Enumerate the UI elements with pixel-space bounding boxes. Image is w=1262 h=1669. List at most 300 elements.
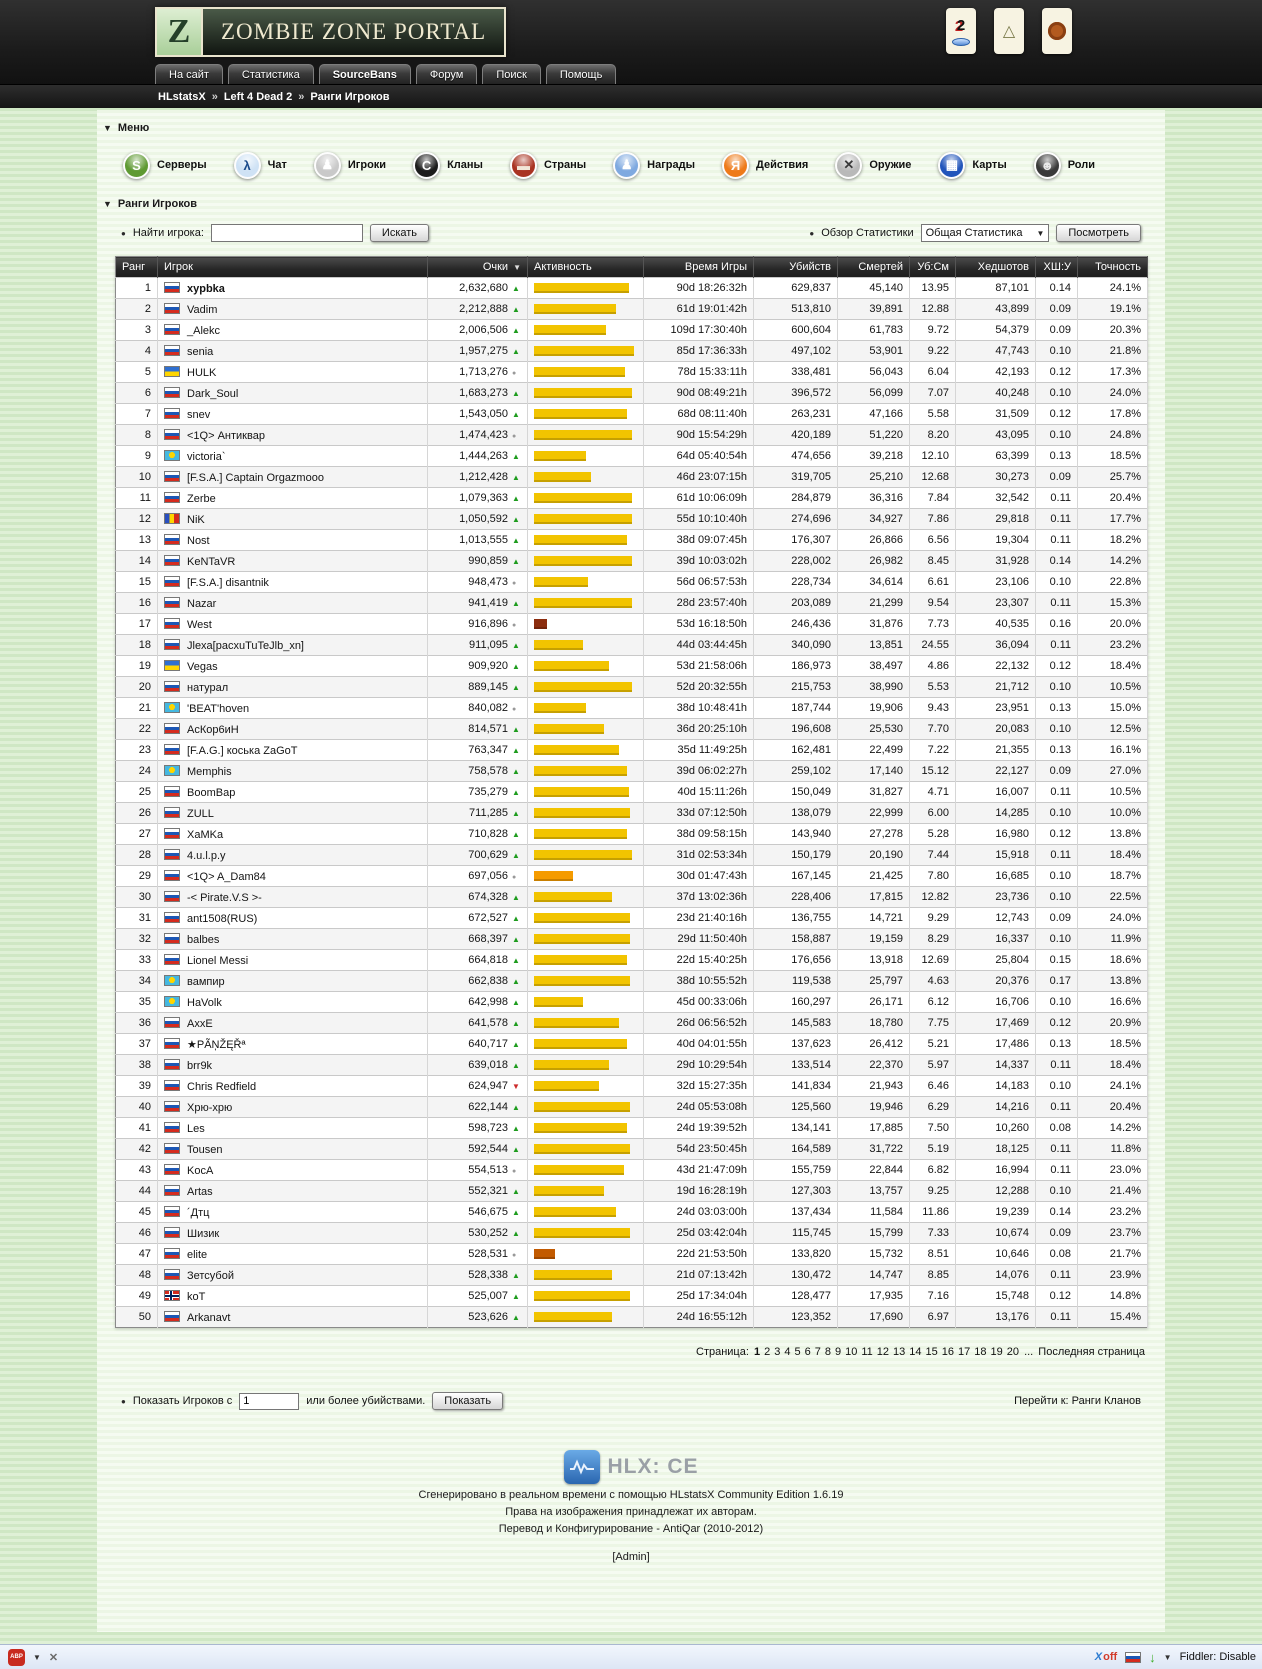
hs-ratio-cell: 0.10	[1036, 383, 1078, 404]
page-link-7[interactable]: 7	[814, 1346, 821, 1358]
nav-tabs	[155, 64, 616, 84]
column-header-0[interactable]: Ранг	[116, 257, 158, 278]
kd-ratio-cell: 7.80	[910, 866, 956, 887]
player-name-link[interactable]: [F.S.A.] disantnik	[187, 576, 269, 589]
player-name-link[interactable]: Lionel Messi	[187, 954, 249, 967]
chevron-down-icon[interactable]: ▼	[33, 1652, 41, 1662]
player-name-link[interactable]: <1Q> Антиквар	[187, 429, 265, 442]
hs-ratio-cell: 0.11	[1036, 635, 1078, 656]
player-name-link[interactable]: -< Pirate.V.S >-	[187, 891, 262, 904]
accuracy-cell: 24.1%	[1078, 278, 1148, 299]
points-cell	[428, 1286, 528, 1307]
player-name-link[interactable]: West	[187, 618, 212, 631]
menu-item-награды[interactable]	[613, 152, 695, 179]
points-value: 668,397	[468, 933, 508, 945]
table-row	[116, 824, 1148, 845]
rank-cell: 48	[116, 1265, 158, 1286]
page-link-13[interactable]: 13	[893, 1346, 906, 1358]
points-cell	[428, 761, 528, 782]
hs-ratio-cell: 0.12	[1036, 362, 1078, 383]
hlx-logo[interactable]	[564, 1450, 699, 1484]
time-cell: 55d 10:10:40h	[644, 509, 754, 530]
rank-cell: 50	[116, 1307, 158, 1328]
player-cell	[158, 1307, 428, 1328]
player-name-link[interactable]: Tousen	[187, 1143, 223, 1156]
flag-ru-icon	[164, 576, 180, 587]
points-cell	[428, 1013, 528, 1034]
show-button[interactable]: Показать	[432, 1392, 503, 1410]
deaths-cell: 17,885	[838, 1118, 910, 1139]
player-cell	[158, 782, 428, 803]
activity-cell	[528, 1034, 644, 1055]
player-name-link[interactable]: [F.S.A.] Captain Orgazmooo	[187, 471, 324, 484]
player-name-link[interactable]: elite	[187, 1248, 208, 1261]
flag-ua-icon	[164, 660, 180, 671]
table-row	[116, 530, 1148, 551]
kills-filter	[121, 1392, 503, 1410]
kills-cell: 196,608	[754, 719, 838, 740]
menu-item-label: Оружие	[869, 159, 912, 171]
page-link-6[interactable]: 6	[804, 1346, 811, 1358]
menu-item-страны[interactable]	[510, 152, 586, 179]
table-row	[116, 1160, 1148, 1181]
player-name-link[interactable]: вампир	[187, 975, 225, 988]
accuracy-cell: 15.4%	[1078, 1307, 1148, 1328]
points-value: 640,717	[468, 1038, 508, 1050]
kd-ratio-cell: 5.28	[910, 824, 956, 845]
player-name-link[interactable]: Хрю-хрю	[187, 1101, 233, 1114]
kills-cell: 340,090	[754, 635, 838, 656]
rank-cell: 37	[116, 1034, 158, 1055]
headshots-cell: 20,376	[956, 971, 1036, 992]
deaths-cell: 22,844	[838, 1160, 910, 1181]
points-value: 662,838	[468, 975, 508, 987]
points-value: 622,144	[468, 1101, 508, 1113]
points-cell	[428, 1307, 528, 1328]
points-value: 2,006,506	[459, 324, 508, 336]
player-name-link[interactable]: brr9k	[187, 1059, 213, 1072]
activity-bar	[534, 619, 547, 629]
points-cell	[428, 677, 528, 698]
clan-ranks-link[interactable]: Ранги Кланов	[1071, 1395, 1141, 1407]
hs-ratio-cell: 0.15	[1036, 950, 1078, 971]
flag-ru-icon	[164, 1101, 180, 1112]
rank-cell: 42	[116, 1139, 158, 1160]
flag-ru-icon	[164, 429, 180, 440]
page-link-20[interactable]: 20	[1006, 1346, 1020, 1358]
breadcrumb-item[interactable]: HLstatsX	[158, 90, 206, 103]
player-name-link[interactable]: Nazar	[187, 597, 217, 610]
player-cell	[158, 551, 428, 572]
rank-cell: 25	[116, 782, 158, 803]
hs-ratio-cell: 0.11	[1036, 845, 1078, 866]
player-name-link[interactable]: snev	[187, 408, 211, 421]
points-value: 916,896	[468, 618, 508, 630]
accuracy-cell: 27.0%	[1078, 761, 1148, 782]
page-link-9[interactable]: 9	[834, 1346, 842, 1358]
points-trend-up-icon: ▲	[512, 683, 520, 692]
points-trend-up-icon: ▲	[512, 1040, 520, 1049]
time-cell: 25d 03:42:04h	[644, 1223, 754, 1244]
menu-section-header[interactable]	[97, 122, 1165, 134]
points-value: 697,056	[468, 870, 508, 882]
player-name-link[interactable]: 'BEAT'hoven	[187, 702, 250, 715]
player-cell	[158, 656, 428, 677]
rank-cell: 2	[116, 299, 158, 320]
player-search-input[interactable]	[211, 224, 363, 242]
points-cell	[428, 1160, 528, 1181]
player-cell	[158, 1181, 428, 1202]
time-cell: 24d 19:39:52h	[644, 1118, 754, 1139]
player-name-link[interactable]: ´Дтц	[187, 1206, 210, 1219]
player-name-link[interactable]: HaVolk	[187, 996, 222, 1009]
fiddler-status[interactable]: Fiddler: Disable	[1179, 1651, 1256, 1663]
stats-overview-selected: Общая Статистика	[925, 227, 1023, 239]
activity-cell	[528, 488, 644, 509]
rank-cell: 3	[116, 320, 158, 341]
player-name-link[interactable]: victoria`	[187, 450, 226, 463]
kills-cell: 127,303	[754, 1181, 838, 1202]
column-header-6[interactable]: Смертей	[838, 257, 910, 278]
nav-tab-помощь[interactable]: Помощь	[546, 64, 617, 84]
points-value: 546,675	[468, 1206, 508, 1218]
menu-item-чат[interactable]	[234, 152, 287, 179]
activity-cell	[528, 1097, 644, 1118]
points-trend-up-icon: ▲	[512, 1187, 520, 1196]
page-link-8[interactable]: 8	[824, 1346, 831, 1358]
rank-cell: 32	[116, 929, 158, 950]
last-page-link[interactable]: Последняя страница	[1038, 1346, 1145, 1358]
nav-tab-на-сайт[interactable]: На сайт	[155, 64, 223, 84]
page-link-16[interactable]: 16	[941, 1346, 955, 1358]
menu-item-карты[interactable]	[938, 152, 1006, 179]
accuracy-cell: 23.9%	[1078, 1265, 1148, 1286]
column-header-7[interactable]: Уб:См	[910, 257, 956, 278]
search-button[interactable]: Искать	[370, 224, 429, 242]
activity-bar	[534, 325, 606, 335]
bullet-icon: ●	[121, 228, 126, 238]
роли-icon: ☻	[1034, 152, 1061, 179]
accuracy-cell: 25.7%	[1078, 467, 1148, 488]
points-value: 674,328	[468, 891, 508, 903]
rank-cell: 16	[116, 593, 158, 614]
headshots-cell: 25,804	[956, 950, 1036, 971]
table-row	[116, 1181, 1148, 1202]
column-header-5[interactable]: Убийств	[754, 257, 838, 278]
hs-ratio-cell: 0.12	[1036, 404, 1078, 425]
flag-ru-icon	[164, 639, 180, 650]
player-name-link[interactable]: ★PÃŅŽĘŘª	[187, 1038, 246, 1051]
player-name-link[interactable]: Memphis	[187, 765, 232, 778]
player-name-link[interactable]: xypbka	[187, 282, 225, 295]
off-label: off	[1103, 1651, 1118, 1663]
player-name-link[interactable]: NiK	[187, 513, 205, 526]
player-name-link[interactable]: Vegas	[187, 660, 218, 673]
flag-ru-icon[interactable]	[1125, 1652, 1141, 1663]
activity-cell	[528, 971, 644, 992]
points-value: 2,212,888	[459, 303, 508, 315]
player-cell	[158, 1139, 428, 1160]
player-name-link[interactable]: 4.u.l.p.y	[187, 849, 226, 862]
kd-ratio-cell: 6.56	[910, 530, 956, 551]
points-value: 525,007	[468, 1290, 508, 1302]
kills-cell: 319,705	[754, 467, 838, 488]
headshots-cell: 16,337	[956, 929, 1036, 950]
deaths-cell: 27,278	[838, 824, 910, 845]
tf2-game-icon[interactable]	[1042, 8, 1072, 54]
rank-cell: 15	[116, 572, 158, 593]
deaths-cell: 21,299	[838, 593, 910, 614]
accuracy-cell: 20.9%	[1078, 1013, 1148, 1034]
points-value: 554,513	[468, 1164, 508, 1176]
deaths-cell: 17,140	[838, 761, 910, 782]
menu-item-оружие[interactable]	[835, 152, 911, 179]
kd-ratio-cell: 7.07	[910, 383, 956, 404]
accuracy-cell: 18.2%	[1078, 530, 1148, 551]
column-header-8[interactable]: Хедшотов	[956, 257, 1036, 278]
kd-ratio-cell: 7.86	[910, 509, 956, 530]
player-name-link[interactable]: <1Q> A_Dam84	[187, 870, 266, 883]
player-cell	[158, 593, 428, 614]
headshots-cell: 18,125	[956, 1139, 1036, 1160]
player-name-link[interactable]: senia	[187, 345, 214, 358]
page-link-18[interactable]: 18	[974, 1346, 987, 1358]
activity-bar	[534, 829, 627, 839]
player-name-link[interactable]: натурал	[187, 681, 229, 694]
player-name-link[interactable]: Vadim	[187, 303, 218, 316]
kd-ratio-cell: 12.69	[910, 950, 956, 971]
player-name-link[interactable]: ant1508(RUS)	[187, 912, 258, 925]
page-link-10[interactable]: 10	[845, 1346, 858, 1358]
time-cell: 61d 19:01:42h	[644, 299, 754, 320]
hs-ratio-cell: 0.13	[1036, 446, 1078, 467]
player-name-link[interactable]: AxxE	[187, 1017, 213, 1030]
rank-cell: 30	[116, 887, 158, 908]
headshots-cell: 13,176	[956, 1307, 1036, 1328]
headshots-cell: 17,469	[956, 1013, 1036, 1034]
noscript-toggle[interactable]	[1095, 1651, 1117, 1663]
table-row	[116, 698, 1148, 719]
points-cell	[428, 866, 528, 887]
player-cell	[158, 866, 428, 887]
player-name-link[interactable]: Зетсубой	[187, 1269, 234, 1282]
player-name-link[interactable]: [F.A.G.] коська ZaGoT	[187, 744, 298, 757]
flag-ru-icon	[164, 534, 180, 545]
player-cell	[158, 698, 428, 719]
adblock-plus-icon[interactable]: ABP	[8, 1649, 25, 1666]
kd-ratio-cell: 7.73	[910, 614, 956, 635]
hs-ratio-cell: 0.12	[1036, 824, 1078, 845]
column-header-1[interactable]: Игрок	[158, 257, 428, 278]
page-link-15[interactable]: 15	[925, 1346, 938, 1358]
player-name-link[interactable]: koT	[187, 1290, 206, 1303]
activity-cell	[528, 572, 644, 593]
deaths-cell: 47,166	[838, 404, 910, 425]
activity-cell	[528, 1202, 644, 1223]
activity-cell	[528, 992, 644, 1013]
activity-bar	[534, 514, 632, 524]
activity-bar	[534, 1207, 616, 1217]
kills-cell: 284,879	[754, 488, 838, 509]
accuracy-cell: 13.8%	[1078, 824, 1148, 845]
nav-tab-sourcebans[interactable]: SourceBans	[319, 64, 411, 84]
player-cell	[158, 1013, 428, 1034]
page-link-11[interactable]: 11	[861, 1346, 873, 1358]
page-link-3[interactable]: 3	[774, 1346, 781, 1358]
nav-tab-статистика[interactable]: Статистика	[228, 64, 314, 84]
points-value: 948,473	[468, 576, 508, 588]
l4d2-game-icon[interactable]	[946, 8, 976, 54]
flag-ru-icon	[164, 282, 180, 293]
menu-item-роли[interactable]	[1034, 152, 1095, 179]
flag-ru-icon	[164, 1269, 180, 1280]
points-cell	[428, 278, 528, 299]
kd-ratio-cell: 5.58	[910, 404, 956, 425]
points-cell	[428, 635, 528, 656]
headshots-cell: 16,706	[956, 992, 1036, 1013]
breadcrumb-item[interactable]: Ранги Игроков	[310, 90, 390, 103]
points-value: 624,947	[468, 1080, 508, 1092]
kd-ratio-cell: 11.86	[910, 1202, 956, 1223]
accuracy-cell: 11.9%	[1078, 929, 1148, 950]
column-header-2[interactable]: Очки ▼	[428, 257, 528, 278]
player-name-link[interactable]: Chris Redfield	[187, 1080, 257, 1093]
player-name-link[interactable]: Nost	[187, 534, 210, 547]
deaths-cell: 19,946	[838, 1097, 910, 1118]
page-link-19[interactable]: 19	[990, 1346, 1003, 1358]
rank-cell: 5	[116, 362, 158, 383]
player-name-link[interactable]: KeNTaVR	[187, 555, 236, 568]
points-trend-up-icon: ▲	[512, 1229, 520, 1238]
player-cell	[158, 509, 428, 530]
deaths-cell: 39,891	[838, 299, 910, 320]
ranks-section-header[interactable]	[97, 198, 1165, 210]
accuracy-cell: 11.8%	[1078, 1139, 1148, 1160]
activity-bar	[534, 997, 583, 1007]
kd-ratio-cell: 8.20	[910, 425, 956, 446]
nav-tab-поиск[interactable]: Поиск	[482, 64, 540, 84]
hs-ratio-cell: 0.10	[1036, 1181, 1078, 1202]
page-link-4[interactable]: 4	[784, 1346, 791, 1358]
time-cell: 90d 08:49:21h	[644, 383, 754, 404]
chevron-down-icon[interactable]: ▼	[1163, 1652, 1172, 1662]
page-link-17[interactable]: 17	[958, 1346, 971, 1358]
activity-bar	[534, 493, 632, 503]
column-header-3[interactable]: Активность	[528, 257, 644, 278]
table-row	[116, 761, 1148, 782]
player-name-link[interactable]: Шизик	[187, 1227, 220, 1240]
points-value: 528,531	[468, 1248, 508, 1260]
page-link-5[interactable]: 5	[794, 1346, 801, 1358]
breadcrumb-item[interactable]: Left 4 Dead 2	[223, 90, 293, 103]
kd-ratio-cell: 13.95	[910, 278, 956, 299]
points-cell	[428, 1118, 528, 1139]
kills-cell: 215,753	[754, 677, 838, 698]
kd-ratio-cell: 12.82	[910, 887, 956, 908]
player-name-link[interactable]: Zerbe	[187, 492, 216, 505]
player-name-link[interactable]: Artas	[187, 1185, 213, 1198]
accuracy-cell: 22.8%	[1078, 572, 1148, 593]
hs-ratio-cell: 0.11	[1036, 1307, 1078, 1328]
time-cell: 54d 23:50:45h	[644, 1139, 754, 1160]
points-trend-up-icon: ▲	[512, 284, 520, 293]
stats-overview-select[interactable]	[921, 224, 1050, 242]
accuracy-cell: 20.4%	[1078, 1097, 1148, 1118]
download-arrow-icon[interactable]: ↓	[1149, 1649, 1156, 1665]
headshots-cell: 20,083	[956, 719, 1036, 740]
table-row	[116, 1202, 1148, 1223]
kd-ratio-cell: 7.33	[910, 1223, 956, 1244]
activity-cell	[528, 782, 644, 803]
site-logo[interactable]	[155, 7, 506, 57]
page-link-14[interactable]: 14	[909, 1346, 922, 1358]
table-row	[116, 803, 1148, 824]
page-link-12[interactable]: 12	[876, 1346, 890, 1358]
activity-bar	[534, 724, 604, 734]
player-cell	[158, 740, 428, 761]
table-row	[116, 845, 1148, 866]
menu-item-действия[interactable]	[722, 152, 808, 179]
menu-item-серверы[interactable]	[123, 152, 207, 179]
headshots-cell: 21,355	[956, 740, 1036, 761]
time-cell: 53d 21:58:06h	[644, 656, 754, 677]
column-header-9[interactable]: ХШ:У	[1036, 257, 1078, 278]
menu-item-игроки[interactable]	[314, 152, 386, 179]
close-icon[interactable]: ✕	[48, 1651, 59, 1664]
table-row	[116, 572, 1148, 593]
player-name-link[interactable]: balbes	[187, 933, 220, 946]
player-name-link[interactable]: _Alekc	[187, 324, 221, 337]
points-cell	[428, 1034, 528, 1055]
flag-kz-icon	[164, 450, 180, 461]
rank-cell: 33	[116, 950, 158, 971]
kills-cell: 134,141	[754, 1118, 838, 1139]
accuracy-cell: 19.1%	[1078, 299, 1148, 320]
kills-cell: 160,297	[754, 992, 838, 1013]
column-header-4[interactable]: Время Игры	[644, 257, 754, 278]
player-name-link[interactable]: Arkanavt	[187, 1311, 231, 1324]
player-name-link[interactable]: ZULL	[187, 807, 214, 820]
column-header-10[interactable]: Точность	[1078, 257, 1148, 278]
page-link-2[interactable]: 2	[764, 1346, 771, 1358]
alien-swarm-game-icon[interactable]	[994, 8, 1024, 54]
player-name-link[interactable]: KocA	[187, 1164, 214, 1177]
min-kills-input[interactable]	[239, 1393, 299, 1410]
hs-ratio-cell: 0.11	[1036, 530, 1078, 551]
player-name-link[interactable]: АсКор6иН	[187, 723, 239, 736]
accuracy-cell: 24.8%	[1078, 425, 1148, 446]
player-cell	[158, 383, 428, 404]
rank-cell: 19	[116, 656, 158, 677]
l4d2-glyph: 2	[956, 16, 966, 34]
view-button[interactable]: Посмотреть	[1056, 224, 1141, 242]
menu-item-кланы[interactable]	[413, 152, 483, 179]
nav-tab-форум[interactable]: Форум	[416, 64, 477, 84]
kd-ratio-cell: 6.04	[910, 362, 956, 383]
points-cell	[428, 1181, 528, 1202]
player-name-link[interactable]: Dark_Soul	[187, 387, 239, 400]
headshots-cell: 16,994	[956, 1160, 1036, 1181]
player-name-link[interactable]: BoomBap	[187, 786, 236, 799]
footer-line-translation: Перевод и Конфигурирование - AntiQar (2010-2012)	[498, 1523, 764, 1535]
player-name-link[interactable]: Les	[187, 1122, 205, 1135]
player-name-link[interactable]: Jlexa[pacxuTuTeJlb_xn]	[187, 639, 304, 652]
player-name-link[interactable]: XaMKa	[187, 828, 224, 841]
admin-link[interactable]: [Admin]	[612, 1551, 650, 1563]
player-name-link[interactable]: HULK	[187, 366, 217, 379]
time-cell: 23d 21:40:16h	[644, 908, 754, 929]
points-cell	[428, 992, 528, 1013]
